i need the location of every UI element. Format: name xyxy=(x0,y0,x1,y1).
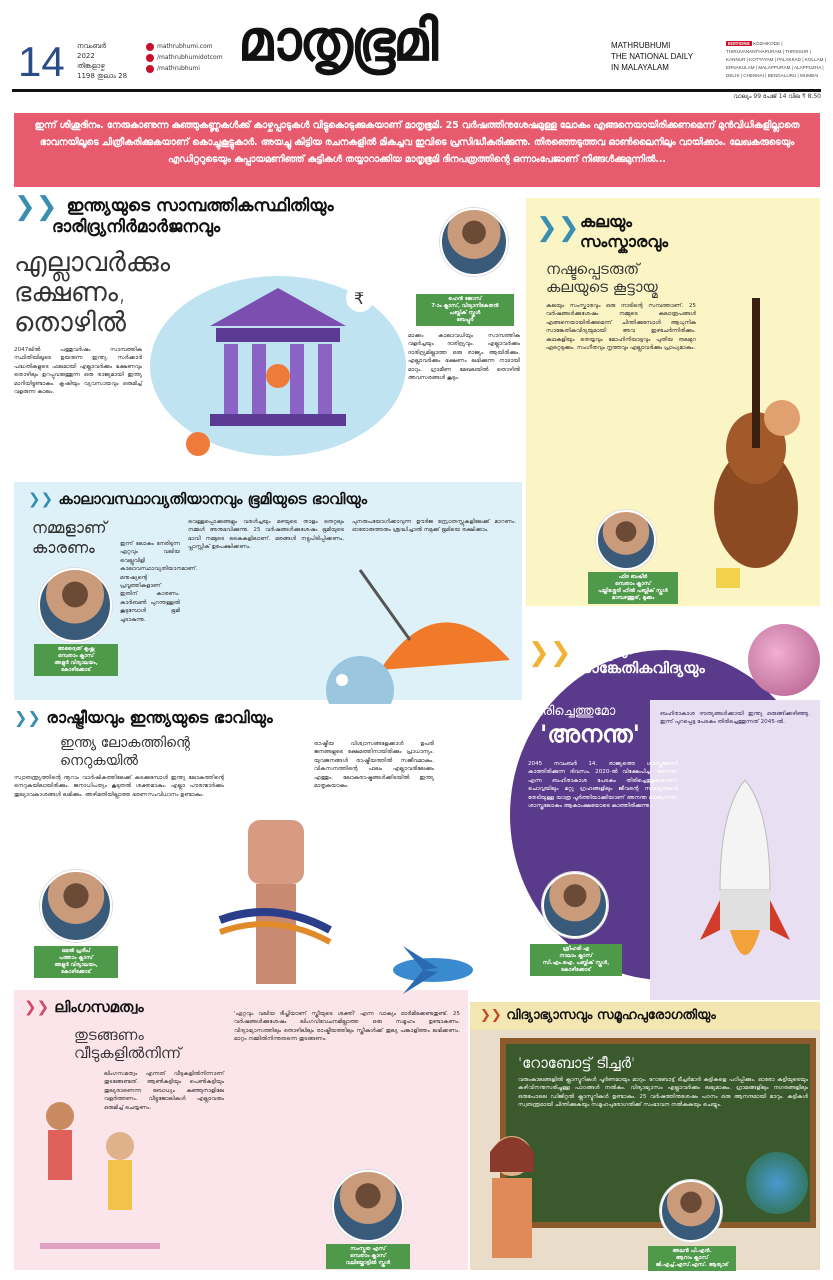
gender-author-caption: സംസ്കൃത എസ് ഒമ്പതാം ക്ലാസ് വലിയ്ക്കോട്ടിൽ സ്കൂൾ xyxy=(326,1244,410,1269)
climate-title: ❯❯ കാലാവസ്ഥാവ്യതിയാനവും ഭൂമിയുടെ ഭാവിയും xyxy=(28,490,368,508)
author-photo xyxy=(660,1180,722,1242)
author-photo xyxy=(332,1170,404,1242)
date-month: നവംബർ xyxy=(77,42,106,50)
gender-headline: തുടങ്ങണം വീടുകളിൽനിന്ന് xyxy=(74,1026,182,1062)
facebook-icon xyxy=(146,54,154,62)
facebook-link[interactable]: /mathrubhumidotcom xyxy=(146,52,223,63)
science-author-caption: ശ്രീഹരി എ നാലാം ക്ലാസ് സി.എം.ഐ. പബ്ലിക് സ്കൂൾ, കോഴിക്കോട് xyxy=(530,944,622,976)
economy-body-left: 2047ലിൽ പത്തുവർഷം സാമ്പത്തിക സ്ഥിതിയിലൂടെ ഉയരുന്ന ഇന്ത്യ. സർക്കാർ പദ്ധതികളുടെ ഫലമായി എല്ലാവർക്കും ഭക്ഷണവും തൊഴിലും ഉറപ്പുവരുത്തുന്ന ഒരു രാജ്യമായി ഇന്ത്യ മാറിയിട്ടുണ്ടാകും. കൃഷിയും വ്യവസായവും ഒരുമിച്ച് വളരുന്ന കാലം. xyxy=(14,347,142,396)
section-gender xyxy=(14,990,468,1270)
date-details xyxy=(77,41,127,81)
science-body: 2045 നവംബർ 14. രാജ്യത്തെ ശാസ്ത്രജ്ഞർ കാത്തിരിക്കുന്ന ദിവസം. 2020-ൽ വിക്ഷേപിച്ച 'അനന്ത' എന്ന ബഹിരാകാശ പേടകം തിരിച്ചെത്തുകയാണ്. ചൊവ്വയിലും മറ്റു ഗ്രഹങ്ങളിലും ജീവന്റെ സാധ്യതകൾ തേടിയുള്ള യാത്ര പൂർത്തിയാക്കിയാണ് അനന്ത മടങ്ങുന്നത്. ശാസ്ത്രലോകം ആകാംക്ഷയോടെ കാത്തിരിക്കുന്നു. xyxy=(528,761,678,810)
globe-illustration xyxy=(746,1152,808,1214)
education-author-caption: അലൻ പി.എൻ. ആറാം ക്ലാസ് ജി.എച്ച്.എസ്.എസ്. ആര്യാട് xyxy=(648,1246,736,1271)
author-photo xyxy=(38,568,112,642)
education-title: ❯❯ വിദ്യാഭ്യാസവും സമൂഹപുരോഗതിയും xyxy=(480,1008,716,1023)
chevron-right-icon: ❯❯ xyxy=(14,192,67,222)
planet-illustration xyxy=(748,624,820,696)
english-name: MATHRUBHUMI THE NATIONAL DAILY IN MALAYALAM xyxy=(611,41,694,72)
editions-label: EDITIONS xyxy=(728,41,750,46)
chevron-right-icon: ❯❯ xyxy=(28,490,59,508)
author-photo xyxy=(596,510,656,570)
newspaper-title: മാതൃഭൂമി xyxy=(238,8,437,74)
culture-author-caption: ഫിദ ബഷീർ ഒമ്പതാം ക്ലാസ് പല്ലിശ്ശേരി ഹിൽ പബ്ലിക് സ്കൂൾ മാമ്പഴത്തൂര്, മൂക്കം xyxy=(588,572,678,604)
politics-body-left: സ്വാതന്ത്ര്യത്തിന്റെ നൂറാം വാർഷികത്തിലേക്ക് കടക്കുമ്പോൾ ഇന്ത്യ ലോകത്തിന്റെ നെറുകയിലായിരിക്കും. ജനാധിപത്യം കൂടുതൽ ശക്തമാകും. എല്ലാ പൗരന്മാർക്കും തുല്യാവകാശങ്ങൾ ലഭിക്കും. അഴിമതിയില്ലാത്ത ഭരണസംവിധാനം ഉണ്ടാകും. xyxy=(14,775,224,798)
date-year: 2022 xyxy=(77,52,95,60)
author-photo xyxy=(440,208,508,276)
website-link[interactable]: mathrubhumi.com xyxy=(146,41,223,52)
teacher-illustration xyxy=(472,1122,552,1270)
science-headline-small: തിരിച്ചെത്തുമോ xyxy=(528,704,616,719)
chevron-right-icon: ❯❯ xyxy=(14,708,47,727)
culture-headline: നഷ്ടപ്പെടരുത് കലയുടെ കൂട്ടായ്മ xyxy=(546,260,658,296)
climate-body-1: ഇന്ന് ലോകം നേരിടുന്ന ഏറ്റവും വലിയ വെല്ലുവിളി കാലാവസ്ഥാവ്യതിയാനമാണ്. മനുഷ്യന്റെ പ്രവൃത്തികളാണ് ഇതിന് കാരണം. കാർബൺ പുറന്തള്ളൽ കൂടുമ്പോൾ ഭൂമി ചൂടാകുന്നു. xyxy=(120,541,198,623)
gender-body-left: ലിംഗസമത്വം എന്നത് വീടുകളിൽനിന്നാണ് തുടങ്ങേണ്ടത്. ആൺകുട്ടിയും പെൺകുട്ടിയും തുല്യരാണെന്ന ബോധ്യം കുഞ്ഞുനാളിലേ വളർത്തണം. വീട്ടുജോലികൾ എല്ലാവരും ഒരുമിച്ച് ചെയ്യണം. xyxy=(104,1071,224,1111)
social-links xyxy=(146,41,223,74)
economy-title: ❯❯ ഇന്ത്യയുടെ സാമ്പത്തികസ്ഥിതിയും ദാരിദ്ര്യനിർമാർജനവും xyxy=(14,192,334,237)
cello-illustration xyxy=(696,278,816,598)
section-economy xyxy=(14,192,522,474)
section-culture xyxy=(526,198,820,606)
author-photo xyxy=(542,872,608,938)
bank-illustration xyxy=(150,256,406,471)
politics-headline: ഇന്ത്യ ലോകത്തിന്റെ നെറുകയിൽ xyxy=(60,735,190,769)
editions-text: KOZHIKODE | THIRUVANANTHAPURAM | THRISSUR | KANNUR | KOTTAYAM | PALAKKAD | KOLLAM | ERNAKULAM | MALAPPURAM | ALAPPUZHA | DELHI | CHENNAI | BENGALURU | MUMBAI xyxy=(726,41,826,78)
children-illustration xyxy=(20,1086,170,1256)
economy-body-right: മാക്കം കാലാവധിയും സാമ്പത്തിക വളർച്ചയും ദാരിദ്ര്യവും. എല്ലാവർക്കും ദാരിദ്ര്യമില്ലാത്ത ഒരു രാജ്യം ആയിരിക്കും. എല്ലാവർക്കും ഭക്ഷണം ലഭിക്കുന്ന നാടായി മാറും. ഗ്രാമീണ മേഖലയിൽ തൊഴിൽ അവസരങ്ങൾ കൂടും. xyxy=(408,333,520,382)
gender-title: ❯❯ ലിംഗസമത്വം xyxy=(24,998,144,1016)
economy-headline: എല്ലാവർക്കും ഭക്ഷണം, തൊഴിൽ xyxy=(14,247,171,338)
climate-author-caption: അദ്വൈത് കൃഷ്ണ ഒമ്പതാം ക്ലാസ് അളുർ വിദ്യാലയം, കോഴിക്കോട് xyxy=(34,644,118,676)
education-body: വരുംകാലങ്ങളിൽ ക്ലാസ്മുറികൾ പൂർണമായും മാറും. റോബോട്ട് ടീച്ചർമാർ കുട്ടികളെ പഠിപ്പിക്കും. ഓരോ കുട്ടിയുടെയും കഴിവിനനുസരിച്ചുള്ള പാഠങ്ങൾ നൽകും. വിദ്യാഭ്യാസം എല്ലാവർക്കും ലഭ്യമാകും. ഗ്രാമങ്ങളിലും നഗരങ്ങളിലും ഒരുപോലെ ഡിജിറ്റൽ ക്ലാസ്മുറികൾ ഉണ്ടാകും. 25 വർഷത്തിനുശേഷം പഠനം ഒരു ആനന്ദമായി മാറും. കുട്ടികൾ സ്വതന്ത്രമായി ചിന്തിക്കുകയും സമൂഹപുരോഗതിക്ക് സംഭാവന നൽകുകയും ചെയ്യും. xyxy=(518,1077,808,1109)
date-weekday: തിങ്കളാഴ്ച xyxy=(77,62,105,70)
instagram-icon xyxy=(146,65,154,73)
gender-body-right: 'ഏറ്റവും വലിയ ദീപ്തിയാണ് സ്ത്രീയുടെ ശക്തി' എന്ന വാക്യം ഓർമിക്കേണ്ടതുണ്ട്. 25 വർഷങ്ങൾക്കുശേഷം ലിംഗവിവേചനമില്ലാത്ത ഒരു സമൂഹം ഉണ്ടാകണം. വിദ്യാഭ്യാസത്തിലും തൊഴിലിലും രാഷ്ട്രീയത്തിലും സ്ത്രീകൾക്ക് തുല്യ പങ്കാളിത്തം ലഭിക്കണം. മാറ്റം നമ്മിൽനിന്നുതന്നെ തുടങ്ങണം. xyxy=(234,1011,460,1043)
instagram-link[interactable]: /mathrubhumi xyxy=(146,63,223,74)
date-malayalam: 1198 തുലാം 28 xyxy=(77,72,128,80)
politics-body-mid: രാഷ്ട്രീയ വിശ്വാസങ്ങളേക്കാൾ ഉപരി ജനങ്ങളുടെ ക്ഷേമത്തിനായിരിക്കും പ്രാധാന്യം. യുവജനങ്ങൾ രാഷ്ട്രീയത്തിൽ സജീവമാകും. വികസനത്തിന്റെ ഫലം എല്ലാവരിലേക്കും എത്തും. ലോകരാഷ്ട്രങ്ങൾക്കിടയിൽ ഇന്ത്യ മാതൃകയാകും. xyxy=(314,741,434,790)
culture-body: കലയും സംസ്കാരവും ഒരു നാടിന്റെ സമ്പത്താണ്. 25 വർഷങ്ങൾക്കുശേഷം നമ്മുടെ കലാരൂപങ്ങൾ എങ്ങനെയായിരിക്കുമെന്ന് ചിന്തിക്കുമ്പോൾ ആധുനിക സാങ്കേതികവിദ്യയുമായി അവ ഇഴചേർന്നിരിക്കും. കഥകളിയും തെയ്യവും മോഹിനിയാട്ടവും പുതിയ തലമുറ ഏറ്റെടുക്കും. സംഗീതവും നൃത്തവും എല്ലാവർക്കും പ്രാപ്യമാകും. xyxy=(546,303,696,352)
chevron-right-icon: ❯❯ xyxy=(480,1008,507,1023)
chevron-right-icon: ❯❯ xyxy=(536,213,580,243)
airplane-illustration xyxy=(378,940,488,1000)
globe-icon xyxy=(146,43,154,51)
education-headline: 'റോബോട്ട് ടീച്ചർ' xyxy=(518,1054,636,1072)
science-headline-big: 'അനന്ത' xyxy=(540,720,640,748)
economy-author-caption: ഹെൻ ജോസ് 7-ാം ക്ലാസ്, വിദ്യാനികേതൻ പബ്ലിക് സ്കൂൾ ബേപ്പൂർ xyxy=(416,294,514,326)
climate-body-3: പുനരുപയോഗിക്കാവുന്ന ഊർജ സ്രോതസ്സുകളിലേക്ക് മാറണം. ഓരോരുത്തരും ശ്രദ്ധിച്ചാൽ നമുക്ക് ഭൂമിയെ രക്ഷിക്കാം. xyxy=(352,519,516,534)
masthead-rule xyxy=(12,89,821,92)
culture-title: ❯❯ കലയും സംസ്കാരവും xyxy=(536,212,669,251)
chevron-right-icon: ❯❯ xyxy=(24,998,55,1016)
intro-banner: ഇന്ന് ശിശുദിനം. നേരുകാണുന്ന കുഞ്ഞുകണ്ണുകൾക്ക് കാഴ്ചപ്പാടുകൾ വിട്ടുകൊടുക്കുകയാണ് മാതൃഭൂമി. 25 വർഷത്തിനുശേഷമുള്ള ലോകം എങ്ങനെയായിരിക്കണമെന്ന് മുൻവിധികളില്ലാതെ ഭാവനയിലൂടെ ചിത്രീകരിക്കുകയാണ് കൊച്ചുകൂട്ടുകാർ. അയച്ചു കിട്ടിയ രചനകളിൽ മികച്ചവ ഇവിടെ പ്രസിദ്ധീകരിക്കുന്നു. തിരഞ്ഞെടുത്തവ ഓൺലൈനിലും വായിക്കാം. ലേഖകരുടെയും എഡിറ്ററുടെയും കുപ്പായമണിഞ്ഞ് കുട്ടികൾ തയ്യാറാക്കിയ മാതൃഭൂമി ദിനപത്രത്തിന്റെ ഒന്നാംപേജാണ് നിങ്ങൾക്കുമുന്നിൽ... xyxy=(14,113,820,187)
author-photo xyxy=(40,870,112,942)
politics-title: ❯❯ രാഷ്ട്രീയവും ഇന്ത്യയുടെ ഭാവിയും xyxy=(14,708,273,727)
chevron-right-icon: ❯❯ xyxy=(528,638,572,668)
rocket-illustration xyxy=(690,770,800,980)
editions-list xyxy=(726,40,826,80)
climate-body-2: വെള്ളപ്പൊക്കങ്ങളും വരൾച്ചയും മഴയുടെ താളം തെറ്റലും നമ്മൾ അനുഭവിക്കുന്നു. 25 വർഷങ്ങൾക്കുശേഷം ഭൂമിയുടെ ഭാവി നമ്മുടെ കൈകളിലാണ്. മരങ്ങൾ നട്ടുപിടിപ്പിക്കണം, പ്ലാസ്റ്റിക് ഉപേക്ഷിക്കണം. xyxy=(188,519,344,551)
politics-author-caption: ഒമൽ പ്രദീപ് പത്താം ക്ലാസ് അളുർ വിദ്യാലയം, കോഴിക്കോട് xyxy=(34,946,118,978)
section-education xyxy=(470,1002,820,1270)
svg-text:₹: ₹ xyxy=(354,289,365,308)
science-title: ❯❯ ശാസ്ത്രവും സാങ്കേതികവിദ്യയും xyxy=(528,638,705,677)
science-body-top: ബഹിരാകാശ ദൗത്യങ്ങൾക്കായി ഇന്ത്യ ഒരുങ്ങിക്കഴിഞ്ഞു. ഇന്ന് പുറപ്പെട്ട പേടകം തിരിച്ചെത്തുന്നത് 2045-ൽ. xyxy=(660,711,810,726)
date-day: 14 xyxy=(18,38,65,85)
masthead-strip: വാല്യം 99 പേജ് 14 വില ₹ 8.50 xyxy=(733,93,821,100)
climate-headline: നമ്മളാണ് കാരണം xyxy=(32,518,107,557)
